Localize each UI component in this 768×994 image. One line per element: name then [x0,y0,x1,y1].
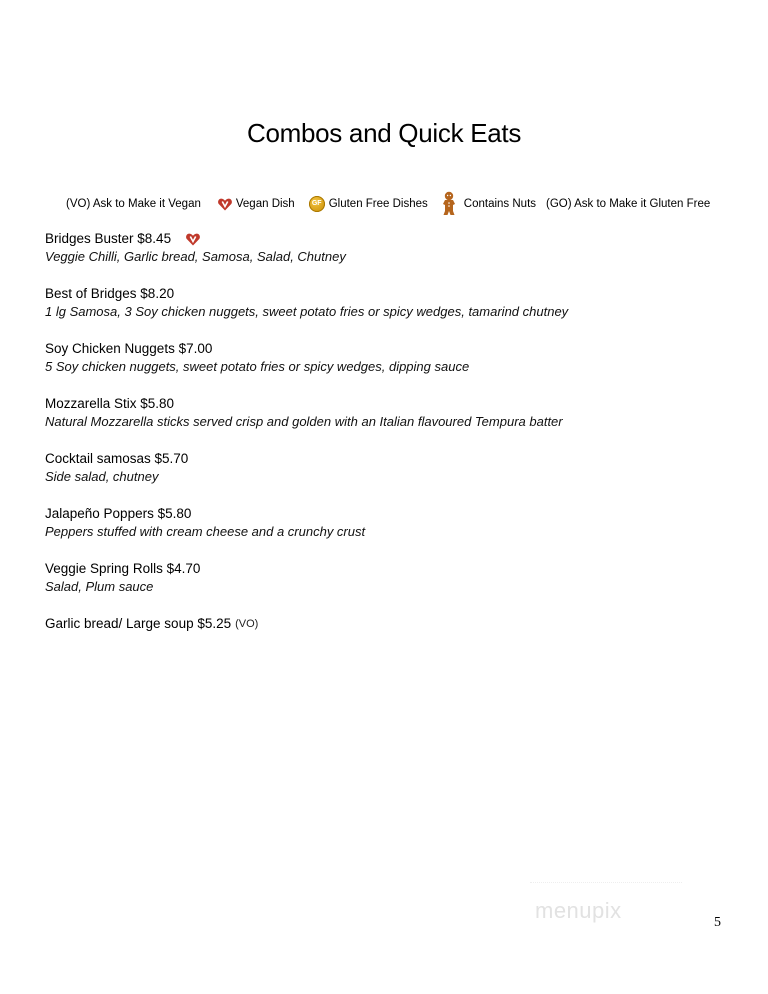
menu-list [45,230,745,652]
menu-item-name: Jalapeño Poppers $5.80 [45,506,192,521]
menu-item [45,505,745,541]
legend-vo-label: (VO) Ask to Make it Vegan [66,198,201,210]
watermark-logo: menupix [535,898,622,923]
legend-nuts [442,191,536,217]
legend-gf [309,196,428,212]
menu-item-note: (VO) [235,618,259,630]
legend-vegan [217,196,295,212]
gingerbread-nut-icon [442,191,456,217]
menu-item [45,340,745,376]
menu-item [45,285,745,321]
menu-item-name: Soy Chicken Nuggets $7.00 [45,341,213,356]
legend-vo [66,198,201,210]
legend-go [546,198,710,210]
gf-badge-icon: GF [309,196,325,212]
menu-item-name: Mozzarella Stix $5.80 [45,396,175,411]
menu-item-description: Peppers stuffed with cream cheese and a crunchy crust [45,524,366,539]
menu-item [45,560,745,596]
menu-item-description: 1 lg Samosa, 3 Soy chicken nuggets, sweet potato fries or spicy wedges, tamarind chutney [45,304,569,319]
dietary-legend [66,189,710,219]
legend-go-label: (GO) Ask to Make it Gluten Free [546,198,711,210]
menu-item-name: Cocktail samosas $5.70 [45,451,189,466]
legend-gf-label: Gluten Free Dishes [328,198,428,210]
page-title: Combos and Quick Eats [246,118,522,148]
menu-item-name: Best of Bridges $8.20 [45,286,175,301]
menu-item [45,230,745,266]
menu-item-name: Veggie Spring Rolls $4.70 [45,561,201,576]
menu-item [45,450,745,486]
menu-item-description: Salad, Plum sauce [45,579,154,594]
menu-item-name: Garlic bread/ Large soup $5.25 [45,616,232,631]
menu-item [45,395,745,431]
menu-item-description: Side salad, chutney [45,469,159,484]
page-number: 5 [714,915,721,930]
legend-vegan-label: Vegan Dish [235,198,295,210]
legend-nuts-label: Contains Nuts [463,198,537,210]
watermark-line [530,882,682,889]
menu-item-description: Veggie Chilli, Garlic bread, Samosa, Salad, Chutney [45,249,346,264]
menu-item-description: 5 Soy chicken nuggets, sweet potato fries or spicy wedges, dipping sauce [45,359,470,374]
menu-item-name: Bridges Buster $8.45 [45,231,172,246]
menu-item [45,615,745,633]
heart-v-icon [217,196,233,212]
menu-item-description: Natural Mozzarella sticks served crisp and golden with an Italian flavoured Tempura batter [45,414,563,429]
heart-v-icon [185,231,201,247]
